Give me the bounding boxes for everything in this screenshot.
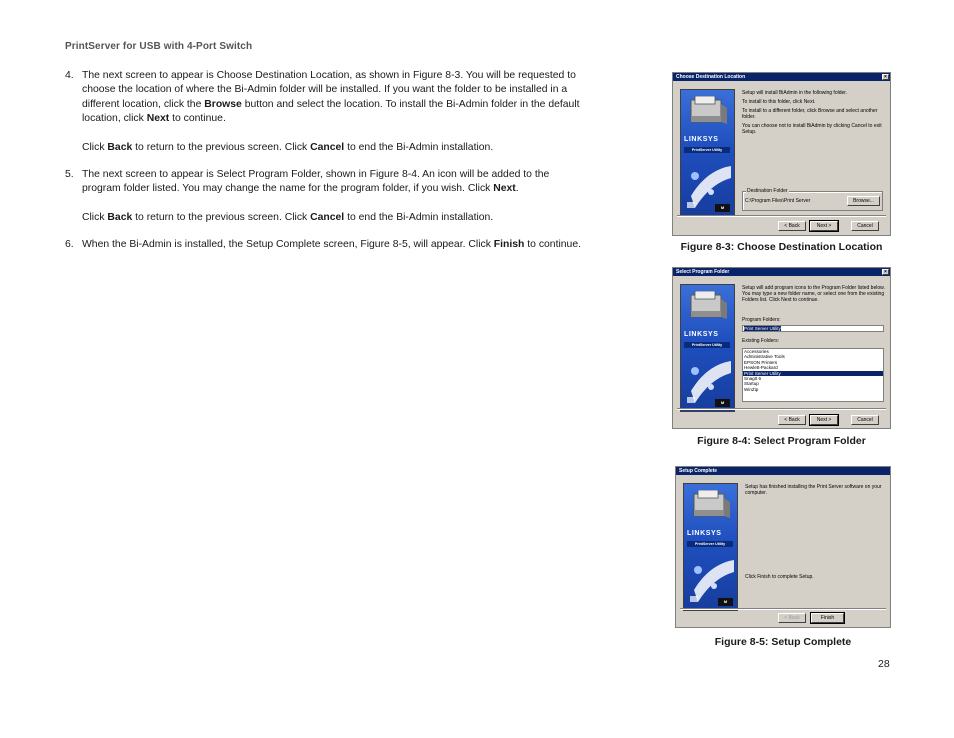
dialog-text (742, 90, 888, 138)
close-icon[interactable]: × (882, 74, 889, 80)
product-name: PrintServer Utility (684, 147, 730, 153)
dialog-line: Setup will install BiAdmin in the following folder. (742, 90, 848, 96)
figure-caption: Figure 8-4: Select Program Folder (697, 435, 866, 447)
logo-seal: M (715, 399, 730, 407)
printer-icon (687, 96, 729, 132)
cancel-button[interactable]: Cancel (851, 415, 879, 425)
step-paragraph: Click Back to return to the previous screen. Click Cancel to end the Bi-Admin installation. (82, 211, 494, 223)
figure-caption: Figure 8-5: Setup Complete (714, 636, 852, 648)
dialog-choose-destination (672, 72, 891, 236)
existing-folders-label: Existing Folders: (742, 338, 779, 344)
dialog-title: Select Program Folder × (673, 268, 890, 276)
step-number: 6. (65, 239, 74, 251)
dialog-title: Setup Complete (676, 467, 890, 475)
step-number: 5. (65, 169, 74, 181)
program-folder-input[interactable]: Print Server Utility (742, 325, 884, 332)
step-paragraph: Click Back to return to the previous screen. Click Cancel to end the Bi-Admin installation. (82, 141, 494, 153)
step-paragraph: The next screen to appear is Select Program Folder, shown in Figure 8-4. An icon will be added to the program folder listed. You may change the name for the program folder, if you wish. Click Next. (82, 169, 550, 195)
list-item[interactable]: Accessories (744, 349, 769, 354)
cancel-button[interactable]: Cancel (851, 221, 879, 231)
list-item[interactable]: EPSON Printers (744, 359, 778, 365)
dialog-setup-complete (675, 466, 891, 628)
running-header: PrintServer for USB with 4-Port Switch (65, 41, 253, 52)
list-item[interactable]: WinZip (744, 386, 759, 392)
setup-banner (680, 284, 735, 412)
logo-seal: M (718, 598, 733, 606)
dialog-select-program-folder (672, 267, 891, 429)
step-6 (65, 238, 590, 252)
instructions (65, 69, 590, 266)
list-item[interactable]: Hewlett-Packard (744, 365, 778, 371)
dialog-line: You can choose not to install BiAdmin by clicking Cancel to exit Setup. (742, 123, 882, 135)
brand-logo: LINKSYS (687, 530, 722, 537)
step-4 (65, 69, 590, 155)
setup-banner (683, 483, 738, 611)
list-item[interactable]: Startup (744, 381, 759, 387)
destination-path: C:\Program Files\Print Server (745, 198, 811, 204)
step-paragraph: The next screen to appear is Choose Destination Location, as shown in Figure 8-3. You will be requested to choose the location of where the Bi-Admin folder will be installed. If you want the folder to be installed in a different location, click the Browse button and select the location. To install the Bi-Admin folder in the default location, click Next to continue. (82, 70, 580, 125)
divider (677, 408, 886, 410)
browse-button[interactable]: Browse... (847, 196, 880, 206)
program-folders-label: Program Folders: (742, 317, 781, 323)
finish-button[interactable]: Finish (811, 613, 844, 623)
printer-icon (690, 490, 732, 526)
brand-logo: LINKSYS (684, 136, 719, 143)
divider (680, 608, 886, 610)
brand-logo: LINKSYS (684, 331, 719, 338)
step-5 (65, 168, 590, 225)
group-label: Destination Folder (747, 188, 788, 194)
step-paragraph: When the Bi-Admin is installed, the Setup Complete screen, Figure 8-5, will appear. Click Finish to continue. (82, 239, 581, 251)
list-item-selected[interactable]: Print Server Utility (743, 371, 883, 376)
list-item[interactable]: SnagIt 6 (744, 376, 762, 382)
back-button[interactable]: < Back (778, 221, 806, 231)
next-button[interactable]: Next > (810, 221, 838, 231)
back-button[interactable]: < Back (778, 415, 806, 425)
product-name: PrintServer Utility (684, 342, 730, 348)
next-button[interactable]: Next > (810, 415, 838, 425)
dialog-line: To install to a different folder, click Browse and select another folder. (742, 108, 878, 120)
step-number: 4. (65, 70, 74, 81)
page-number: 28 (878, 658, 890, 670)
product-name: PrintServer Utility (687, 541, 733, 547)
back-button[interactable]: < Back (778, 613, 806, 623)
existing-folders-list[interactable] (742, 348, 884, 402)
figure-caption: Figure 8-3: Choose Destination Location (680, 241, 883, 253)
dialog-text: Click Finish to complete Setup. (745, 574, 814, 580)
list-item[interactable]: Administrative Tools (744, 354, 785, 360)
divider (677, 215, 886, 217)
setup-banner (680, 89, 735, 217)
dialog-title: Choose Destination Location × (673, 73, 890, 81)
printer-icon (687, 291, 729, 327)
dialog-intro: Setup will add program icons to the Program Folder listed below. You may type a new folder name, or select one from the existing Folders list. Click Next to continue. (742, 285, 885, 303)
dialog-text: Setup has finished installing the Print Server software on your computer. (745, 484, 882, 496)
logo-seal: M (715, 204, 730, 212)
dialog-line: To install to this folder, click Next. (742, 99, 816, 105)
destination-folder-group (742, 188, 883, 211)
close-icon[interactable]: × (882, 269, 889, 275)
